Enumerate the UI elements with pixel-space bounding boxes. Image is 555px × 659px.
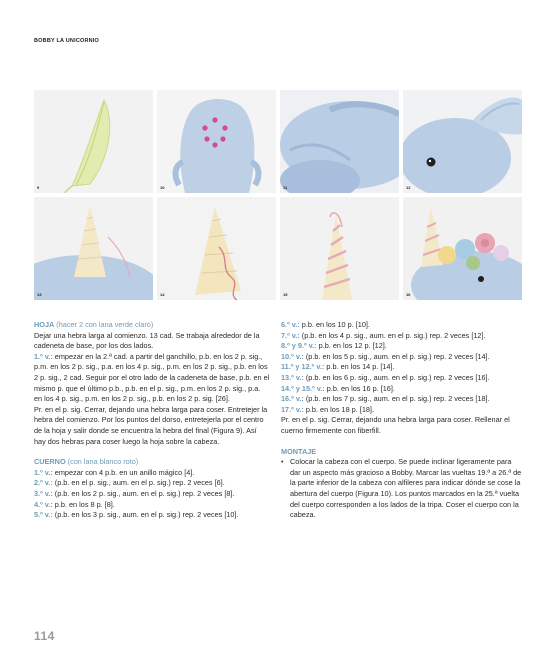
round-label: 2.º v.: (34, 478, 53, 488)
cuerno-title: CUERNO (34, 457, 66, 467)
right-column (281, 320, 523, 521)
round-text: empezar con 4 p.b. en un anillo mágico [4]. (52, 467, 195, 477)
cuerno-heading (34, 457, 270, 468)
hoja-end: Pr. en el p. sig. Cerrar, dejando una hebra larga para coser. Entretejer la hebra del comienzo. Por los puntos del dorso, entretejerla por el centro de la hoja y salir donde se encuentra la hebra del final (Figura 9). Así hay dos hebras para coser luego la hoja sobre la cabeza. (34, 404, 268, 446)
left-column (34, 320, 270, 521)
round-label: 6.º v.: (281, 320, 300, 329)
ear-eye-illustration (403, 90, 522, 193)
photo-horn-white (34, 197, 153, 300)
figure-number: 16 (406, 292, 411, 297)
round-text: p.b. en los 12 p. [12]. (316, 341, 387, 351)
round-label: 1.º v.: (34, 467, 53, 477)
round-label: 8.º y 9.º v.: (281, 341, 317, 351)
round-label: 11.º y 12.º v.: (281, 362, 325, 372)
round-label: 1.º v.: (34, 351, 53, 361)
photo-horn-pink (280, 197, 399, 300)
cuerno-round (281, 373, 523, 384)
round-text: (p.b. en los 4 p. sig., aum. en el p. sig.) rep. 2 veces [12]. (299, 330, 486, 340)
hoja-intro: Dejar una hebra larga al comienzo. 13 cad. Se trabaja alrededor de la cadeneta de base, por los dos lados. (34, 330, 260, 351)
round-label: 14.º y 15.º v.: (281, 383, 325, 393)
photo-leaf (34, 90, 153, 193)
leaf-illustration (34, 90, 153, 193)
round-label: 16.º v.: (281, 394, 304, 404)
montaje-title: MONTAJE (281, 446, 317, 456)
figure-number: 11 (283, 185, 288, 190)
page-number: 114 (34, 629, 55, 643)
round-text: p.b. en los 10 p. [10]. (299, 320, 370, 329)
montaje-bullet: • Colocar la cabeza con el cuerpo. Se puede inclinar ligeramente para dar un aspecto más gracioso a Bobby. Marcar las vueltas 19.ª a 26.ª de la parte inferior de la cabeza con alfileres para indicar dónde se cose la abertura del cuerpo (Figura 10). Los puntos marcados en la 25.ª vuelta del cuerpo corresponden a los lados de la tripa. Coser el cuerpo con la cabeza. (281, 457, 523, 521)
round-label: 7.º v.: (281, 330, 300, 340)
figure-number: 15 (283, 292, 288, 297)
body-illustration (157, 90, 276, 193)
round-text: p.b. en los 18 p. [18]. (303, 404, 374, 414)
round-text: (p.b. en los 6 p. sig., aum. en el p. sig.) rep. 2 veces [16]. (303, 372, 490, 382)
round-label: 13.º v.: (281, 372, 304, 382)
cuerno-end: Pr. en el p. sig. Cerrar, dejando una hebra larga para coser. Rellenar el cuerno firmemente con fiberfill. (281, 415, 510, 435)
figure-number: 10 (160, 185, 165, 190)
cuerno-round (281, 384, 523, 395)
cuerno-round (281, 331, 523, 342)
flowers-illustration (403, 197, 522, 300)
round-label: 3.º v.: (34, 488, 53, 498)
horn-white-illustration (34, 197, 153, 300)
tail-illustration (280, 90, 399, 193)
cuerno-round (34, 478, 270, 489)
cuerno-round (281, 394, 523, 405)
cuerno-round (281, 362, 523, 373)
round-text: empezar en la 2.ª cad. a partir del ganchillo, p.b. en los 2 p. sig., p.m. en los 2 p. sig., p.a. en los 4 p. sig., p.m. en los 2 p. sig., p.b. en los 2 p. sig., 2 cad. Seguir por el otro lado de la cadeneta de base, p.b. en el mismo p. que el último p.b., p.b. en el p. sig., p.m. en los 2 p. sig., p.a. en los 4 p. sig., p.m. en los 2 p. sig., p.b. en los 2 p. sig. [26]. (34, 351, 270, 404)
cuerno-round (34, 510, 270, 521)
cuerno-round (34, 468, 270, 479)
round-label: 5.º v.: (34, 510, 53, 520)
hoja-round-1 (34, 352, 270, 405)
photo-flowers (403, 197, 522, 300)
figure-number: 9 (37, 185, 40, 190)
round-text: p.b. en los 8 p. [8]. (52, 499, 115, 509)
photo-body-pins (157, 90, 276, 193)
figure-number: 12 (406, 185, 411, 190)
hoja-note: (hacer 2 con lana verde claro) (54, 320, 154, 329)
round-text: p.b. en los 16 p. [16]. (324, 383, 395, 393)
cuerno-round (281, 320, 523, 331)
figure-number: 13 (37, 292, 42, 297)
photo-grid (34, 90, 522, 304)
hoja-title: HOJA (34, 320, 55, 329)
round-text: (p.b. en los 2 p. sig., aum. en el p. sig.) rep. 2 veces [8]. (52, 488, 235, 498)
cuerno-round (281, 341, 523, 352)
round-text: (p.b. en los 3 p. sig., aum. en el p. sig.) rep. 2 veces [10]. (52, 510, 239, 520)
round-label: 17.º v.: (281, 404, 304, 414)
cuerno-round (281, 405, 523, 416)
cuerno-note: (con lana blanco roto) (65, 457, 139, 467)
figure-number: 14 (160, 292, 165, 297)
photo-horn-sewing (157, 197, 276, 300)
round-text: (p.b. en los 5 p. sig., aum. en el p. sig.) rep. 2 veces [14]. (303, 351, 490, 361)
horn-sewing-illustration (157, 197, 276, 300)
cuerno-round (281, 352, 523, 363)
photo-tail (280, 90, 399, 193)
round-text: (p.b. en el p. sig., aum. en el p. sig.) rep. 2 veces [6]. (52, 478, 225, 488)
round-text: (p.b. en los 7 p. sig., aum. en el p. sig.) rep. 2 veces [18]. (303, 394, 490, 404)
hoja-heading (34, 320, 270, 331)
round-label: 10.º v.: (281, 351, 304, 361)
cuerno-round (34, 489, 270, 500)
cuerno-round (34, 500, 270, 511)
horn-pink-illustration (280, 197, 399, 300)
round-text: p.b. en los 14 p. [14]. (324, 362, 395, 372)
photo-ear-eye (403, 90, 522, 193)
round-label: 4.º v.: (34, 499, 53, 509)
running-header: BOBBY LA UNICORNIO (34, 38, 100, 44)
